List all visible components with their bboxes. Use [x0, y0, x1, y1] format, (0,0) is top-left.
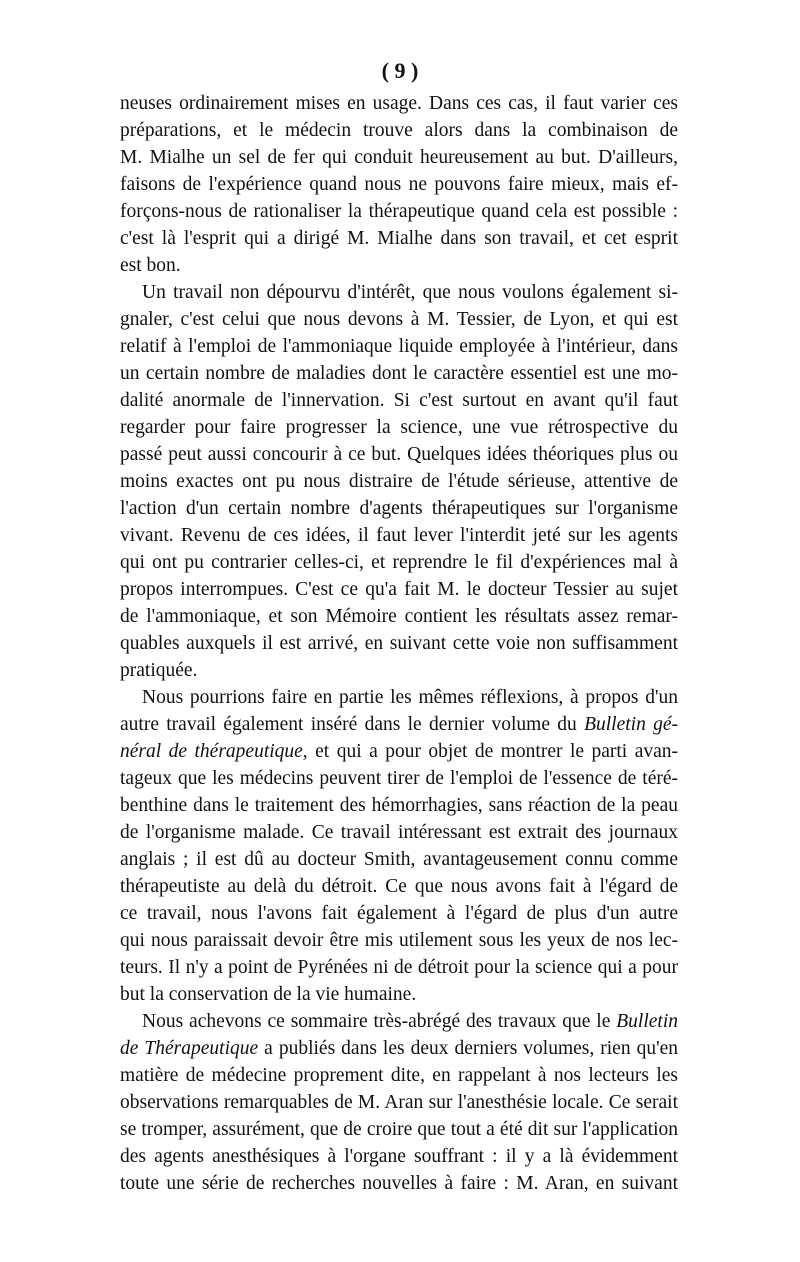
text-line: qui nous paraissait devoir être mis utilement sous les yeux de nos lec-: [120, 930, 678, 951]
text-line: quables auxquels il est arrivé, en suivant cette voie non suffisamment: [120, 633, 678, 654]
text-line: M. Mialhe un sel de fer qui conduit heureusement au but. D'ailleurs,: [120, 147, 678, 168]
text-line: est bon.: [120, 255, 181, 276]
text-segment: autre travail également inséré dans le dernier volume du: [120, 714, 577, 735]
journal-title: Bulletin: [616, 1011, 678, 1032]
text-line: faisons de l'expérience quand nous ne pouvons faire mieux, mais ef-: [120, 174, 678, 195]
text-line: ce travail, nous l'avons fait également à l'égard de plus d'un autre: [120, 903, 678, 924]
text-segment: et qui a pour objet de montrer le parti avan-: [315, 741, 678, 762]
text-line: relatif à l'emploi de l'ammoniaque liquide employée à l'intérieur, dans: [120, 336, 678, 357]
text-line: matière de médecine proprement dite, en rappelant à nos lecteurs les: [120, 1065, 678, 1086]
text-line: observations remarquables de M. Aran sur l'anesthésie locale. Ce serait: [120, 1092, 678, 1113]
text-line: but la conservation de la vie humaine.: [120, 984, 417, 1005]
text-line: dalité anormale de l'innervation. Si c'est surtout en avant qu'il faut: [120, 390, 678, 411]
text-line: préparations, et le médecin trouve alors dans la combinaison de: [120, 120, 678, 141]
text-line: moins exactes ont pu nous distraire de l'étude sérieuse, attentive de: [120, 471, 678, 492]
text-segment: Nous achevons ce sommaire très-abrégé des travaux que le: [142, 1011, 611, 1032]
text-line: de l'organisme malade. Ce travail intéressant est extrait des journaux: [120, 822, 678, 843]
text-line: teurs. Il n'y a point de Pyrénées ni de détroit pour la science qui a pour: [120, 957, 678, 978]
text-line: neuses ordinairement mises en usage. Dans ces cas, il faut varier ces: [120, 93, 678, 114]
text-line: regarder pour faire progresser la science, une vue rétrospective du: [120, 417, 678, 438]
text-line: benthine dans le traitement des hémorrhagies, sans réaction de la peau: [120, 795, 678, 816]
text-line: l'action d'un certain nombre d'agents thérapeutiques sur l'organisme: [120, 498, 678, 519]
text-line: Nous pourrions faire en partie les mêmes réflexions, à propos d'un: [142, 687, 678, 708]
text-line: anglais ; il est dû au docteur Smith, avantageusement connu comme: [120, 849, 678, 870]
text-line: toute une série de recherches nouvelles à faire : M. Aran, en suivant: [120, 1173, 678, 1194]
text-line: des agents anesthésiques à l'organe souffrant : il y a là évidemment: [120, 1146, 678, 1167]
text-line: c'est là l'esprit qui a dirigé M. Mialhe dans son travail, et cet esprit: [120, 228, 678, 249]
text-line: qui ont pu contrarier celles-ci, et reprendre le fil d'expériences mal à: [120, 552, 678, 573]
page-number: ( 9 ): [381, 58, 419, 83]
text-line: se tromper, assurément, que de croire que tout a été dit sur l'application: [120, 1119, 678, 1140]
text-line: [120, 1035, 678, 1063]
text-line: [120, 711, 678, 739]
text-line: vivant. Revenu de ces idées, il faut lever l'interdit jeté sur les agents: [120, 525, 678, 546]
journal-title: de Thérapeutique: [120, 1038, 259, 1059]
text-line: gnaler, c'est celui que nous devons à M. Tessier, de Lyon, et qui est: [120, 309, 678, 330]
text-line: Un travail non dépourvu d'intérêt, que nous voulons également si-: [142, 282, 678, 303]
text-line: propos interrompues. C'est ce qu'a fait M. le docteur Tessier au sujet: [120, 579, 678, 600]
text-line: de l'ammoniaque, et son Mémoire contient les résultats assez remar-: [120, 606, 678, 627]
text-line: [142, 1008, 678, 1036]
text-line: un certain nombre de maladies dont le caractère essentiel est une mo-: [120, 363, 678, 384]
journal-title: néral de thérapeutique,: [120, 741, 308, 762]
text-line: forçons-nous de rationaliser la thérapeutique quand cela est possible :: [120, 201, 678, 222]
text-line: pratiquée.: [120, 660, 198, 681]
text-line: tageux que les médecins peuvent tirer de l'emploi de l'essence de téré-: [120, 768, 678, 789]
journal-title: Bulletin gé-: [584, 714, 679, 735]
text-line: thérapeutiste au delà du détroit. Ce que nous avons fait à l'égard de: [120, 876, 678, 897]
text-line: [120, 738, 678, 766]
text-line: passé peut aussi concourir à ce but. Quelques idées théoriques plus ou: [120, 444, 678, 465]
text-segment: a publiés dans les deux derniers volumes, rien qu'en: [264, 1038, 679, 1059]
